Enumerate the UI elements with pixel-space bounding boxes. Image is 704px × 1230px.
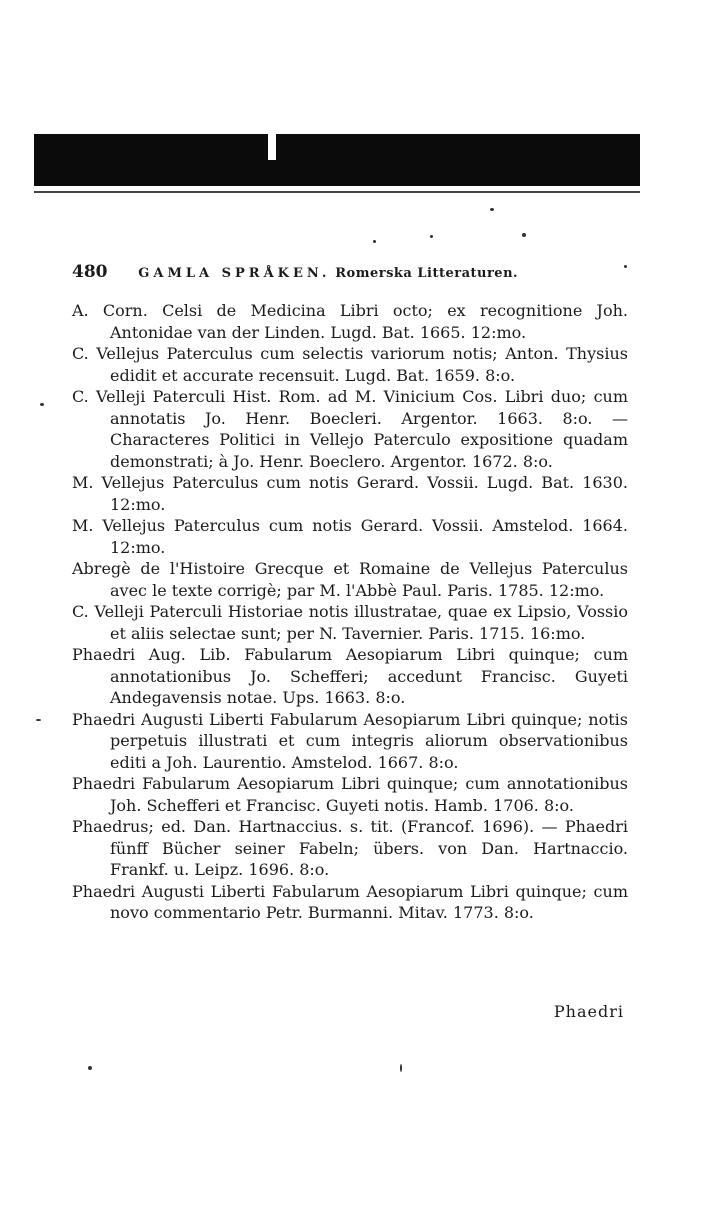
scan-bar-notch [268,134,276,160]
page-number: 480 [72,262,108,282]
bibliography-entry: C. Velleji Paterculi Historiae notis illustratae, quae ex Lipsio, Vossio et aliis selectae sunt; per N. Tavernier. Paris. 1715. 16:mo. [72,602,628,643]
bibliography-entry: Phaedri Aug. Lib. Fabularum Aesopiarum Libri quinque; cum annotationibus Jo. Schefferi; accedunt Francisc. Guyeti Andegavensis notae. Ups. 1663. 8:o. [72,645,628,707]
ink-speck [522,233,526,237]
running-subtitle: Romerska Litteraturen. [335,266,519,281]
running-title: GAMLA SPRÅKEN. [138,266,331,281]
bibliography-entry: C. Vellejus Paterculus cum selectis variorum notis; Anton. Thysius edidit et accurate recensuit. Lugd. Bat. 1659. 8:o. [72,344,628,385]
catchword: Phaedri [553,1002,624,1021]
bibliography-entry: A. Corn. Celsi de Medicina Libri octo; ex recognitione Joh. Antonidae van der Linden. Lugd. Bat. 1665. 12:mo. [72,301,628,342]
ink-speck [373,240,376,243]
bibliography-list [72,300,628,924]
bibliography-entry: C. Velleji Paterculi Hist. Rom. ad M. Vinicium Cos. Libri duo; cum annotatis Jo. Henr. Boecleri. Argentor. 1663. 8:o. — Characteres Politici in Vellejo Paterculo expositione quadam demonstrati; à Jo. Henr. Boeclero. Argentor. 1672. 8:o. [72,387,628,471]
bibliography-entry: M. Vellejus Paterculus cum notis Gerard. Vossii. Amstelod. 1664. 12:mo. [72,516,628,557]
ink-speck [430,235,433,238]
bibliography-entry: Phaedri Augusti Liberti Fabularum Aesopiarum Libri quinque; notis perpetuis illustrati et cum integris aliorum observationibus editi a Joh. Laurentio. Amstelod. 1667. 8:o. [72,709,628,772]
running-head [72,262,632,282]
scan-rule [34,191,640,193]
bibliography-entry: Phaedri Augusti Liberti Fabularum Aesopiarum Libri quinque; cum novo commentario Petr. Burmanni. Mitav. 1773. 8:o. [72,881,628,922]
ink-speck [490,208,494,211]
ink-speck [88,1066,92,1070]
ink-speck [36,719,41,721]
bibliography-entry: M. Vellejus Paterculus cum notis Gerard. Vossii. Lugd. Bat. 1630. 12:mo. [72,473,628,514]
bibliography-entry: Phaedrus; ed. Dan. Hartnaccius. s. tit. (Francof. 1696). — Phaedri fünff Bücher seiner Fabeln; übers. von Dan. Hartnaccio. Frankf. u. Leipz. 1696. 8:o. [72,817,628,879]
bibliography-entry: Abregè de l'Histoire Grecque et Romaine de Vellejus Paterculus avec le texte corrigè; par M. l'Abbè Paul. Paris. 1785. 12:mo. [72,559,628,600]
ink-speck [400,1064,402,1072]
bibliography-entry: Phaedri Fabularum Aesopiarum Libri quinque; cum annotationibus Joh. Schefferi et Francisc. Guyeti notis. Hamb. 1706. 8:o. [72,774,628,815]
ink-speck [40,403,44,406]
scan-black-bar [34,134,640,186]
